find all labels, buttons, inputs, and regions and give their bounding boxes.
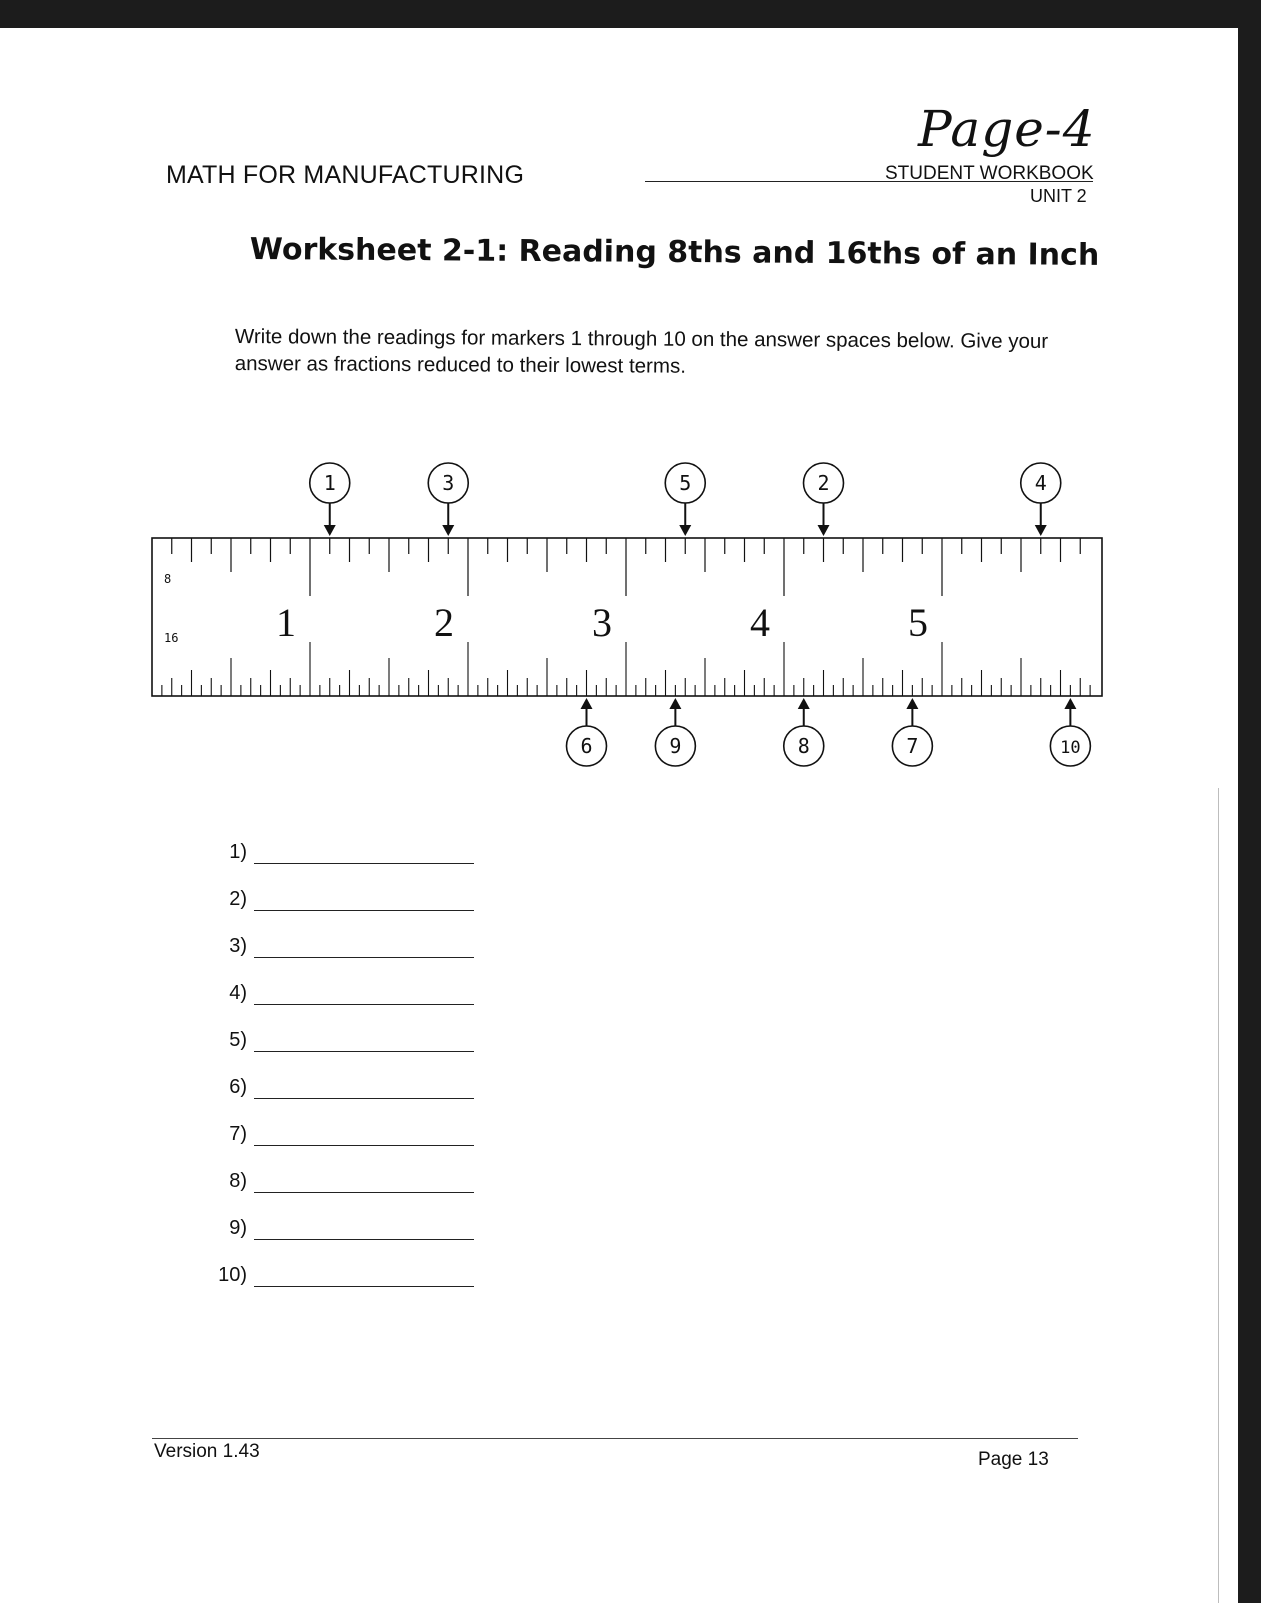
- answer-number: 2): [229, 888, 247, 910]
- answer-blank-line[interactable]: [254, 957, 474, 958]
- marker-arrow-icon: [1064, 698, 1076, 709]
- marker-label: 8: [797, 734, 810, 758]
- marker-arrow-icon: [906, 698, 918, 709]
- worksheet-title: Worksheet 2-1: Reading 8ths and 16ths of an Inch: [249, 232, 1100, 273]
- answer-row: [200, 1118, 480, 1148]
- top-markers: [310, 463, 1061, 536]
- answer-row: [200, 1071, 480, 1101]
- marker-label: 7: [906, 734, 919, 758]
- marker-label: 6: [580, 734, 593, 758]
- answer-blank-line[interactable]: [254, 1239, 474, 1240]
- answer-number: 10): [218, 1264, 247, 1286]
- answer-number: 3): [229, 935, 247, 957]
- scan-frame-right: [1238, 0, 1261, 1603]
- handwritten-page-note: Page-4: [918, 100, 1096, 158]
- answer-number: 1): [229, 841, 247, 863]
- answer-blank-line[interactable]: [254, 1051, 474, 1052]
- answer-blank-line[interactable]: [254, 910, 474, 911]
- marker-arrow-icon: [442, 525, 454, 536]
- marker-arrow-icon: [669, 698, 681, 709]
- bottom-markers: [567, 698, 1091, 766]
- answer-number: 4): [229, 982, 247, 1004]
- marker-arrow-icon: [798, 698, 810, 709]
- bottom-marker: [784, 698, 824, 766]
- top-marker: [428, 463, 468, 536]
- top-marker: [804, 463, 844, 536]
- marker-arrow-icon: [581, 698, 593, 709]
- version-label: Version 1.43: [154, 1441, 260, 1462]
- bottom-marker: [655, 698, 695, 766]
- answer-number: 8): [229, 1170, 247, 1192]
- bottom-marker: [892, 698, 932, 766]
- answer-blank-line[interactable]: [254, 1286, 474, 1287]
- bottom-marker: [1050, 698, 1090, 766]
- marker-label: 4: [1034, 471, 1047, 495]
- bottom-marker: [567, 698, 607, 766]
- top-marker: [310, 463, 350, 536]
- top-marker: [665, 463, 705, 536]
- scale-label-sixteenths: 16: [164, 631, 179, 645]
- top-marker: [1021, 463, 1061, 536]
- marker-arrow-icon: [1035, 525, 1047, 536]
- ruler-diagram: [0, 28, 1238, 788]
- answer-row: [200, 1024, 480, 1054]
- scan-margin-line: [1218, 788, 1219, 1603]
- answer-blank-line[interactable]: [254, 1098, 474, 1099]
- page-number: Page 13: [978, 1449, 1049, 1470]
- marker-label: 1: [323, 471, 336, 495]
- instructions: Write down the readings for markers 1 through 10 on the answer spaces below. Give your answer as fractions reduced to their lowest terms.: [234, 324, 1049, 378]
- marker-label: 2: [817, 471, 830, 495]
- answer-number: 9): [229, 1217, 247, 1239]
- answer-blank-line[interactable]: [254, 863, 474, 864]
- marker-arrow-icon: [679, 525, 691, 536]
- answer-blank-line[interactable]: [254, 1192, 474, 1193]
- answer-row: [200, 1165, 480, 1195]
- answer-number: 5): [229, 1029, 247, 1051]
- ruler-inch-number: 1: [276, 600, 296, 645]
- answer-row: [200, 977, 480, 1007]
- answer-row: [200, 930, 480, 960]
- ruler-inch-number: 4: [750, 600, 770, 645]
- answer-row: [200, 1212, 480, 1242]
- marker-label: 9: [669, 734, 682, 758]
- answer-number: 6): [229, 1076, 247, 1098]
- workbook-label: STUDENT WORKBOOK: [885, 163, 1094, 184]
- answer-row: [200, 883, 480, 913]
- marker-label: 3: [442, 471, 455, 495]
- ruler-inch-number: 2: [434, 600, 454, 645]
- ruler-inch-number: 5: [908, 600, 928, 645]
- answer-blank-line[interactable]: [254, 1004, 474, 1005]
- answer-blank-line[interactable]: [254, 1145, 474, 1146]
- answer-row: [200, 836, 480, 866]
- marker-arrow-icon: [818, 525, 830, 536]
- marker-label: 5: [679, 471, 692, 495]
- unit-label: UNIT 2: [1030, 186, 1087, 206]
- answer-number: 7): [229, 1123, 247, 1145]
- worksheet-page: [0, 28, 1238, 1603]
- scan-frame-top: [0, 0, 1261, 28]
- footer-rule: [152, 1438, 1078, 1439]
- ruler-inch-number: 3: [592, 600, 612, 645]
- answer-row: [200, 1259, 480, 1289]
- marker-label: 10: [1060, 738, 1081, 758]
- course-title: MATH FOR MANUFACTURING: [166, 161, 525, 189]
- marker-arrow-icon: [324, 525, 336, 536]
- scale-label-eighths: 8: [164, 572, 172, 586]
